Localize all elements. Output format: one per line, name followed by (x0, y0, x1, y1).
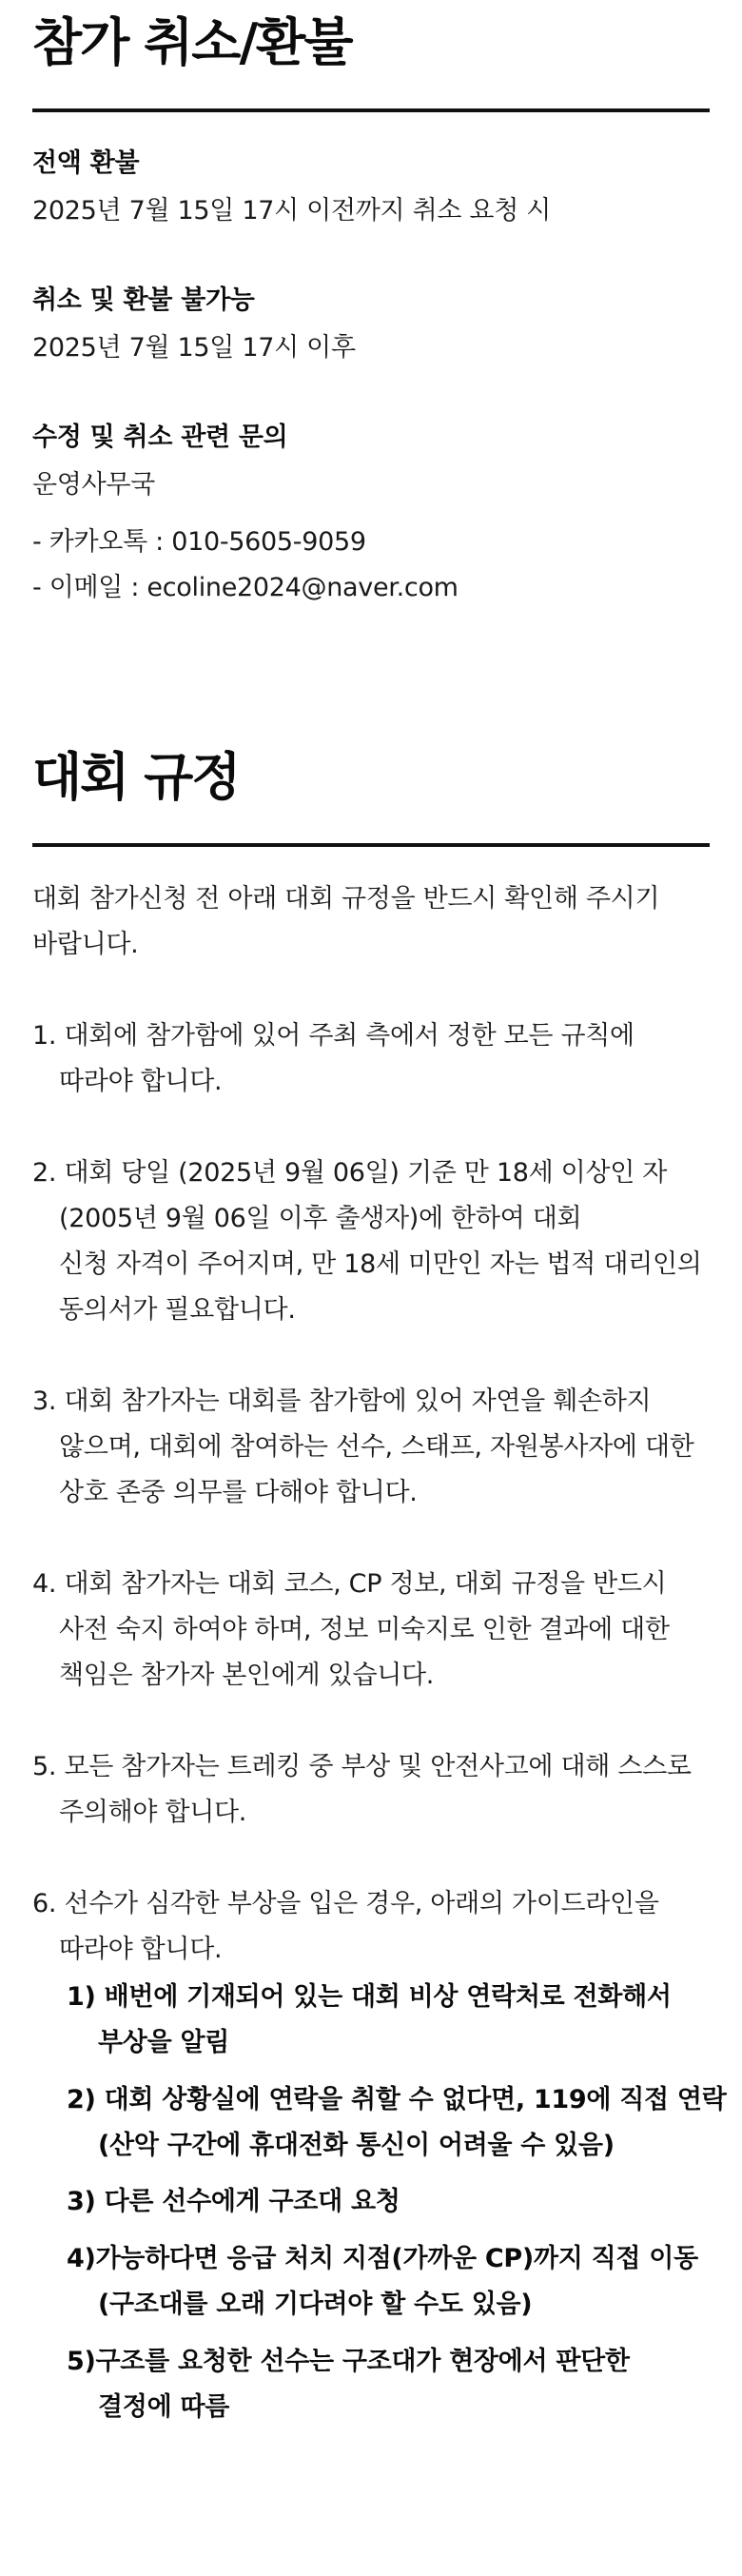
guideline-line: (구조대를 오래 기다려야 할 수도 있음) (98, 2290, 533, 2319)
rule-item-line: 동의서가 필요합니다. (59, 1295, 296, 1325)
guideline-line: 3) 다른 선수에게 구조대 요청 (67, 2187, 400, 2216)
rule-item-6 (32, 1881, 659, 1973)
full-refund-text: 2025년 7월 15일 17시 이전까지 취소 요청 시 (32, 196, 552, 226)
rule-item-line: 4. 대회 참가자는 대회 코스, CP 정보, 대회 규정을 반드시 (32, 1569, 667, 1599)
rule-item-line: 3. 대회 참가자는 대회를 참가함에 있어 자연을 훼손하지 (32, 1386, 652, 1416)
injury-guideline-1 (67, 1975, 672, 2066)
rule-item-2 (32, 1150, 702, 1333)
rule-item-5 (32, 1744, 692, 1836)
rule-item-1 (32, 1013, 635, 1105)
rule-item-line: 1. 대회에 참가함에 있어 주최 측에서 정한 모든 규칙에 (32, 1021, 635, 1051)
rule-item-line: 따라야 합니다. (59, 1067, 223, 1096)
guideline-line: 부상을 알림 (98, 2028, 230, 2057)
rule-item-line: 신청 자격이 주어지며, 만 18세 미만인 자는 법적 대리인의 (59, 1249, 702, 1279)
rule-item-line: (2005년 9월 06일 이후 출생자)에 한하여 대회 (59, 1204, 582, 1233)
rules-intro-line: 대회 참가신청 전 아래 대회 규정을 반드시 확인해 주시기 (32, 884, 660, 914)
guideline-line: 2) 대회 상황실에 연락을 취할 수 없다면, 119에 직접 연락 (67, 2085, 727, 2114)
email-contact: - 이메일 : ecoline2024@naver.com (32, 573, 459, 602)
rules-section-title: 대회 규정 (32, 747, 240, 807)
injury-guideline-4 (67, 2236, 698, 2328)
refund-title-divider (32, 108, 710, 112)
guideline-line: 4)가능하다면 응급 처치 지점(가까운 CP)까지 직접 이동 (67, 2244, 698, 2273)
guideline-line: 1) 배번에 기재되어 있는 대회 비상 연락처로 전화해서 (67, 1982, 672, 2012)
no-refund-text: 2025년 7월 15일 17시 이후 (32, 333, 356, 363)
rule-item-3 (32, 1379, 694, 1516)
rule-item-line: 상호 존중 의무를 다해야 합니다. (59, 1478, 418, 1507)
rule-item-line: 않으며, 대회에 참여하는 선수, 스태프, 자원봉사자에 대한 (59, 1432, 694, 1462)
guideline-line: 결정에 따름 (98, 2392, 230, 2422)
full-refund-label: 전액 환불 (32, 148, 140, 178)
injury-guideline-5 (67, 2339, 630, 2430)
inquiry-label: 수정 및 취소 관련 문의 (32, 423, 288, 452)
no-refund-label: 취소 및 환불 불가능 (32, 285, 255, 315)
rule-item-line: 6. 선수가 심각한 부상을 입은 경우, 아래의 가이드라인을 (32, 1889, 659, 1918)
guideline-line: 5)구조를 요청한 선수는 구조대가 현장에서 판단한 (67, 2347, 630, 2376)
rule-item-line: 2. 대회 당일 (2025년 9월 06일) 기준 만 18세 이상인 자 (32, 1158, 668, 1188)
refund-section-title: 참가 취소/환불 (32, 12, 352, 72)
rules-intro-line: 바랍니다. (32, 930, 139, 959)
kakao-contact: - 카카오톡 : 010-5605-9059 (32, 527, 366, 557)
inquiry-org: 운영사무국 (32, 470, 155, 500)
rules-title-divider (32, 843, 710, 847)
rule-item-4 (32, 1562, 670, 1699)
rules-intro (32, 876, 659, 968)
rule-item-line: 주의해야 합니다. (59, 1798, 247, 1827)
injury-guideline-3 (67, 2179, 400, 2225)
rule-item-line: 사전 숙지 하여야 하며, 정보 미숙지로 인한 결과에 대한 (59, 1615, 670, 1644)
rule-item-line: 책임은 참가자 본인에게 있습니다. (59, 1661, 435, 1690)
rule-item-line: 5. 모든 참가자는 트레킹 중 부상 및 안전사고에 대해 스스로 (32, 1752, 692, 1781)
injury-guideline-2 (67, 2077, 726, 2169)
rule-item-line: 따라야 합니다. (59, 1935, 223, 1964)
guideline-line: (산악 구간에 휴대전화 통신이 어려울 수 있음) (98, 2131, 615, 2160)
